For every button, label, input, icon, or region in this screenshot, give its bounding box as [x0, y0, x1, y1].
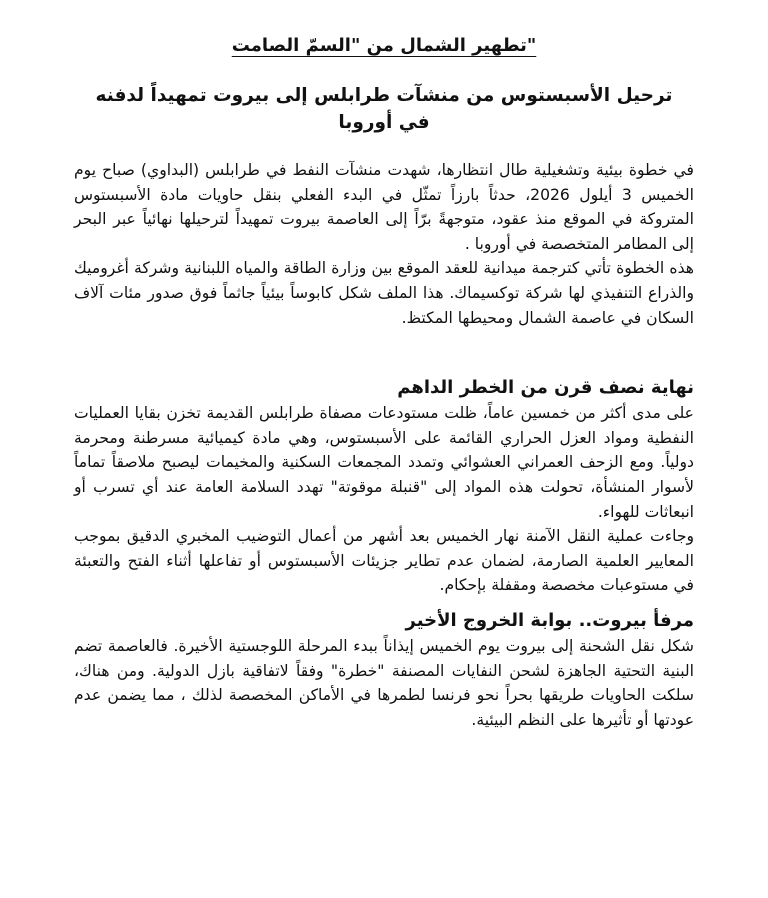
section-spacer	[74, 330, 694, 375]
section-1-paragraph-2: وجاءت عملية النقل الآمنة نهار الخميس بعد أشهر من أعمال التوضيب المخبري الدقيق بموجب المعايير العلمية الصارمة، لضمان عدم تطاير جزيئات الأسبستوس أو تفاعلها أثناء الفتح والتعبئة في مستوعبات مخصصة ومقفلة بإحكام.	[74, 527, 694, 595]
section-2-paragraph-1: شكل نقل الشحنة إلى بيروت يوم الخميس إيذاناً ببدء المرحلة اللوجستية الأخيرة. فالعاصمة تضم البنية التحتية الجاهزة لشحن النفايات المصنفة "خطرة" وفقاً لاتفاقية بازل الدولية. ومن هناك، سلكت الحاويات طريقها بحراً نحو فرنسا لطمرها في الأماكن المخصصة لذلك ، مما يضمن عدم عودتها أو تأثيرها على النظم البيئية.	[74, 636, 694, 729]
intro-paragraph-2: هذه الخطوة تأتي كترجمة ميدانية للعقد الموقع بين وزارة الطاقة والمياه اللبنانية وشركة أغروميك والذراع التنفيذي لها شركة توكسيماك. هذا الملف شكل كابوساً بيئياً جاثماً فوق صدور مئات آلاف السكان في عاصمة الشمال ومحيطها المكتظ.	[74, 259, 694, 327]
section-title-beirut-port: مرفأ بيروت.. بوابة الخروج الأخير	[405, 609, 694, 631]
section-1-paragraph-1: على مدى أكثر من خمسين عاماً، ظلت مستودعات مصفاة طرابلس القديمة تخزن بقايا العمليات النفطية ومواد العزل الحراري القائمة على الأسبستوس، وهي مادة كيميائية مسرطنة ومحرمة دولياً. ومع الزحف العمراني العشوائي وتمدد المجمعات السكنية والمخيمات ليصبح ملاصقاً تماماً لأسوار المنشأة، تحولت هذه المواد إلى "قنبلة موقوتة" تهدد السلامة العامة عند أي تسرب أو انبعاثات للهواء.	[74, 404, 694, 521]
article-kicker: "تطهير الشمال من "السمّ الصامت	[231, 35, 537, 56]
section-title-danger: نهاية نصف قرن من الخطر الداهم	[397, 377, 694, 399]
section-spacer	[74, 598, 694, 608]
intro-paragraph-1: في خطوة بيئية وتشغيلية طال انتظارها، شهدت منشآت النفط في طرابلس (البداوي) صباح يوم الخميس 3 أيلول 2026، حدثاً بارزاً تمثّل في البدء الفعلي بنقل حاويات مادة الأسبستوس المتروكة في الموقع منذ عقود، متوجهةً برّاً إلى العاصمة بيروت تمهيداً لترحيلها نهائياً عبر البحر إلى المطامر المتخصصة في أوروبا .	[74, 161, 694, 253]
article-headline: ترحيل الأسبستوس من منشآت طرابلس إلى بيروت تمهيداً لدفنه في أوروبا	[95, 85, 673, 133]
